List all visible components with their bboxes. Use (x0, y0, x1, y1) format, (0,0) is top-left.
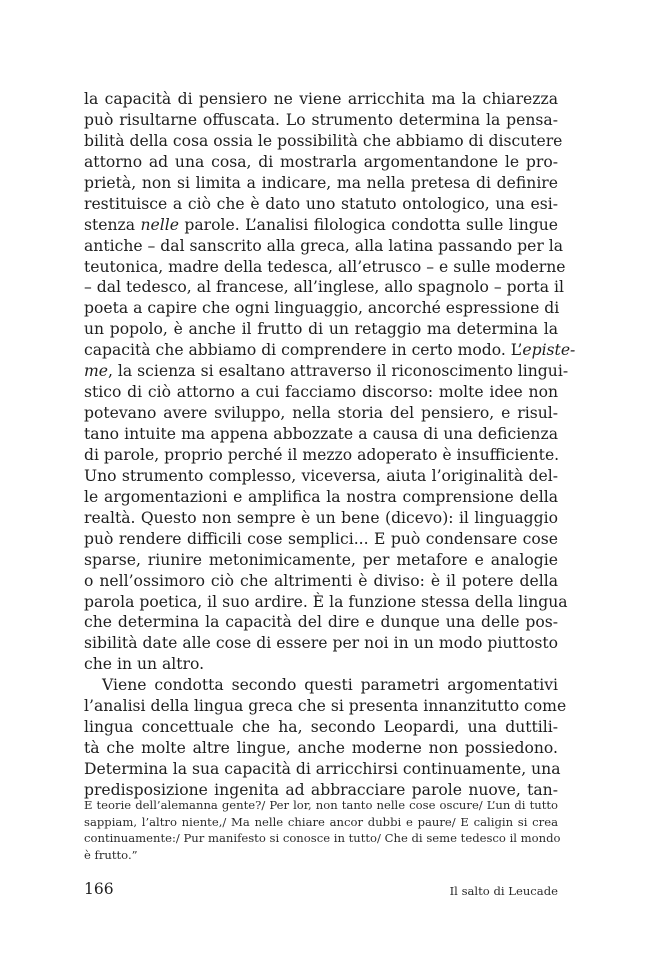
text-line: realtà. Questo non sempre è un bene (dicevo): il linguaggio (84, 508, 558, 527)
text-line: tano intuite ma appena abbozzate a causa di una deficienza (84, 425, 558, 443)
text-line: potevano avere sviluppo, nella storia del pensiero, e risul- (84, 404, 558, 423)
footnote (84, 797, 561, 863)
text-line: sparse, riunire metonimicamente, per metafore e analogie (84, 550, 558, 569)
text-line: può rendere difficili cose semplici... E può condensare cose (84, 529, 558, 548)
paragraph-first-line: Viene condotta secondo questi parametri argomentativi (102, 676, 558, 695)
main-text (84, 89, 576, 801)
text-line: tà che molte altre lingue, anche moderne non possiedono. (84, 739, 558, 758)
running-title: Il salto di Leucade (449, 884, 558, 898)
text-line: poeta a capire che ogni linguaggio, ancorché espressione di (84, 299, 560, 318)
text-line: prietà, non si limita a indicare, ma nella pretesa di definire (84, 173, 558, 192)
text-line: le argomentazioni e amplifica la nostra comprensione della (84, 487, 558, 506)
text-line: o nell’ossimoro ciò che altrimenti è diviso: è il potere della (84, 571, 558, 590)
text-line: l’analisi della lingua greca che si presenta innanzitutto come (84, 697, 567, 716)
text-line: parola poetica, il suo ardire. È la funzione stessa della lingua (84, 592, 568, 611)
text-line: un popolo, è anche il frutto di un retaggio ma determina la (84, 320, 558, 339)
text-line: Uno strumento complesso, viceversa, aiuta l’originalità del- (84, 466, 558, 485)
text-line: può risultarne offuscata. Lo strumento determina la pensa- (84, 110, 558, 129)
text-line: antiche – dal sanscrito alla greca, alla latina passando per la (84, 236, 564, 255)
emphasis: nelle (140, 215, 179, 234)
text-line: – dal tedesco, al francese, all’inglese, allo spagnolo – porta il (84, 278, 564, 297)
text-line: attorno ad una cosa, di mostrarla argomentandone le pro- (84, 152, 558, 171)
footnote-line: continuamente:/ Pur manifesto si conosce in tutto/ Che di seme tedesco il mondo (84, 831, 561, 846)
text-line: sibilità date alle cose di essere per noi in un modo piuttosto (84, 634, 558, 653)
text-line: capacità che abbiamo di comprendere in certo modo. L’episte- (84, 341, 576, 360)
page-number: 166 (84, 880, 114, 898)
text-line: la capacità di pensiero ne viene arricchita ma la chiarezza (84, 90, 558, 108)
text-line: Determina la sua capacità di arricchirsi continuamente, una (84, 760, 561, 778)
text-line: lingua concettuale che ha, secondo Leopardi, una duttili- (84, 718, 558, 737)
text-line: predisposizione ingenita ad abbracciare parole nuove, tan- (84, 780, 558, 799)
emphasis: episte- (522, 341, 576, 360)
text-line: me, la scienza si esaltano attraverso il riconoscimento lingui- (84, 362, 569, 381)
text-line: stenza nelle parole. L’analisi filologica condotta sulle lingue (84, 215, 558, 234)
text-line: di parole, proprio perché il mezzo adoperato è insufficiente. (84, 445, 560, 464)
text-line: che in un altro. (84, 655, 205, 674)
emphasis: me (84, 362, 109, 381)
text-line: restituisce a ciò che è dato uno statuto ontologico, una esi- (84, 194, 558, 213)
text-line: bilità della cosa ossia le possibilità che abbiamo di discutere (84, 131, 563, 150)
text-line: che determina la capacità del dire e dunque una delle pos- (84, 613, 558, 632)
text-line: stico di ciò attorno a cui facciamo discorso: molte idee non (84, 383, 558, 402)
footnote-line: è frutto.” (84, 847, 138, 862)
footnote-line: sappiam, l’altro niente,/ Ma nelle chiare ancor dubbi e paure/ E caligin si crea (84, 814, 558, 829)
footnote-line: E teorie dell’alemanna gente?/ Per lor, non tanto nelle cose oscure/ L’un di tutto (84, 798, 558, 812)
text-line: teutonica, madre della tedesca, all’etrusco – e sulle moderne (84, 257, 566, 276)
